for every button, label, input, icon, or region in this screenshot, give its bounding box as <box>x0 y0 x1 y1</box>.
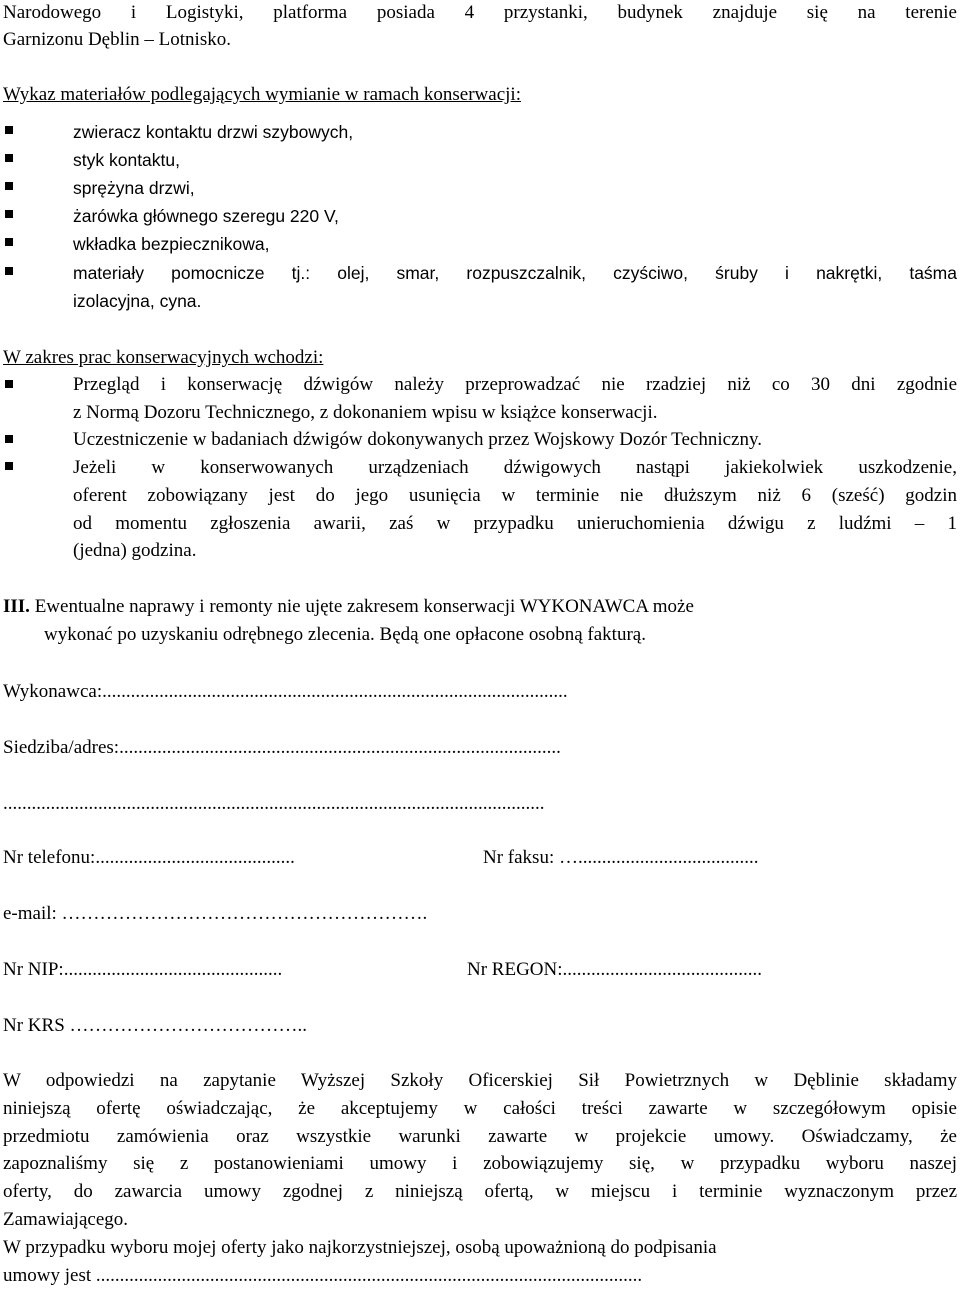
scope-item-line: (jedna) godzina. <box>73 540 197 561</box>
section-3-number: III. <box>3 596 30 617</box>
scope-item-line: Przegląd i konserwację dźwigów należy przeprowadzać nie rzadziej niż co 30 dni zgodnie <box>73 374 957 395</box>
scope-item-line: Uczestniczenie w badaniach dźwigów dokonywanych przez Wojskowy Dozór Techniczny. <box>73 429 762 450</box>
bullet-marker <box>5 267 13 275</box>
nip-field[interactable]: Nr NIP:.............................................. <box>3 959 283 980</box>
section-3-line-2: wykonać po uzyskaniu odrębnego zlecenia. Będą one opłacone osobną fakturą. <box>44 624 646 645</box>
krs-field[interactable]: Nr KRS ……………………………….. <box>3 1015 308 1036</box>
paragraph-line: oferty, do zawarcia umowy zgodnej z niniejszą ofertą, w miejscu i terminie wyznaczonym przez <box>3 1181 957 1202</box>
faks-field[interactable]: Nr faksu: …...................................... <box>483 847 759 868</box>
bullet-marker <box>5 154 13 162</box>
paragraph-line: przedmiotu zamówienia oraz wszystkie warunki zawarte w projekcie umowy. Oświadczamy, że <box>3 1126 957 1147</box>
telefon-field[interactable]: Nr telefonu:.......................................... <box>3 847 295 868</box>
regon-field[interactable]: Nr REGON:.......................................... <box>467 959 763 980</box>
intro-line-2: Garnizonu Dęblin – Lotnisko. <box>3 29 231 50</box>
scope-item-line: z Normą Dozoru Technicznego, z dokonaniem wpisu w książce konserwacji. <box>73 402 658 423</box>
wykonawca-field[interactable]: Wykonawca:.................................................................................................. <box>3 681 568 702</box>
list-item: materiały pomocnicze tj.: olej, smar, rozpuszczalnik, czyściwo, śruby i nakrętki, taśma <box>73 263 957 283</box>
scope-heading: W zakres prac konserwacyjnych wchodzi: <box>3 347 324 368</box>
bullet-marker <box>5 462 13 470</box>
bullet-marker <box>5 182 13 190</box>
email-field[interactable]: e-mail: …………………………………………………. <box>3 903 428 924</box>
list-item-continuation: izolacyjna, cyna. <box>73 291 202 311</box>
bullet-marker <box>5 238 13 246</box>
adres-continuation-field[interactable]: .................................................................................................................. <box>3 793 545 814</box>
paragraph-line: Zamawiającego. <box>3 1209 129 1230</box>
list-item: zwieracz kontaktu drzwi szybowych, <box>73 122 354 142</box>
section-3-line-1 <box>3 596 957 618</box>
bullet-marker <box>5 435 13 443</box>
siedziba-field[interactable]: Siedziba/adres:............................................................................................. <box>3 737 561 758</box>
list-item: sprężyna drzwi, <box>73 178 195 198</box>
bullet-marker <box>5 210 13 218</box>
paragraph-line: W odpowiedzi na zapytanie Wyższej Szkoły Oficerskiej Sił Powietrznych w Dęblinie składamy <box>3 1070 957 1091</box>
intro-line-1: Narodowego i Logistyki, platforma posiada 4 przystanki, budynek znajduje się na terenie <box>3 2 957 23</box>
paragraph-line: W przypadku wyboru mojej oferty jako najkorzystniejszej, osobą upoważnioną do podpisania <box>3 1237 717 1258</box>
list-item: wkładka bezpiecznikowa, <box>73 234 270 254</box>
bullet-marker <box>5 126 13 134</box>
materials-heading: Wykaz materiałów podlegających wymianie w ramach konserwacji: <box>3 84 521 105</box>
paragraph-line: zapoznaliśmy się z postanowieniami umowy i zobowiązujemy się, w przypadku wyboru naszej <box>3 1153 957 1174</box>
paragraph-line: niniejszą ofertę oświadczając, że akceptujemy w całości treści zawarte w szczegółowym opisie <box>3 1098 957 1119</box>
section-3-text: Ewentualne naprawy i remonty nie ujęte zakresem konserwacji WYKONAWCA może <box>29 596 694 617</box>
signatory-field[interactable]: umowy jest ................................................................................................................... <box>3 1265 643 1286</box>
bullet-marker <box>5 380 13 388</box>
scope-item-line: Jeżeli w konserwowanych urządzeniach dźwigowych nastąpi jakiekolwiek uszkodzenie, <box>73 457 957 478</box>
scope-item-line: od momentu zgłoszenia awarii, zaś w przypadku unieruchomienia dźwigu z ludźmi – 1 <box>73 513 957 534</box>
scope-item-line: oferent zobowiązany jest do jego usunięcia w terminie nie dłuższym niż 6 (sześć) godzin <box>73 485 957 506</box>
list-item: żarówka głównego szeregu 220 V, <box>73 206 339 226</box>
list-item: styk kontaktu, <box>73 150 180 170</box>
